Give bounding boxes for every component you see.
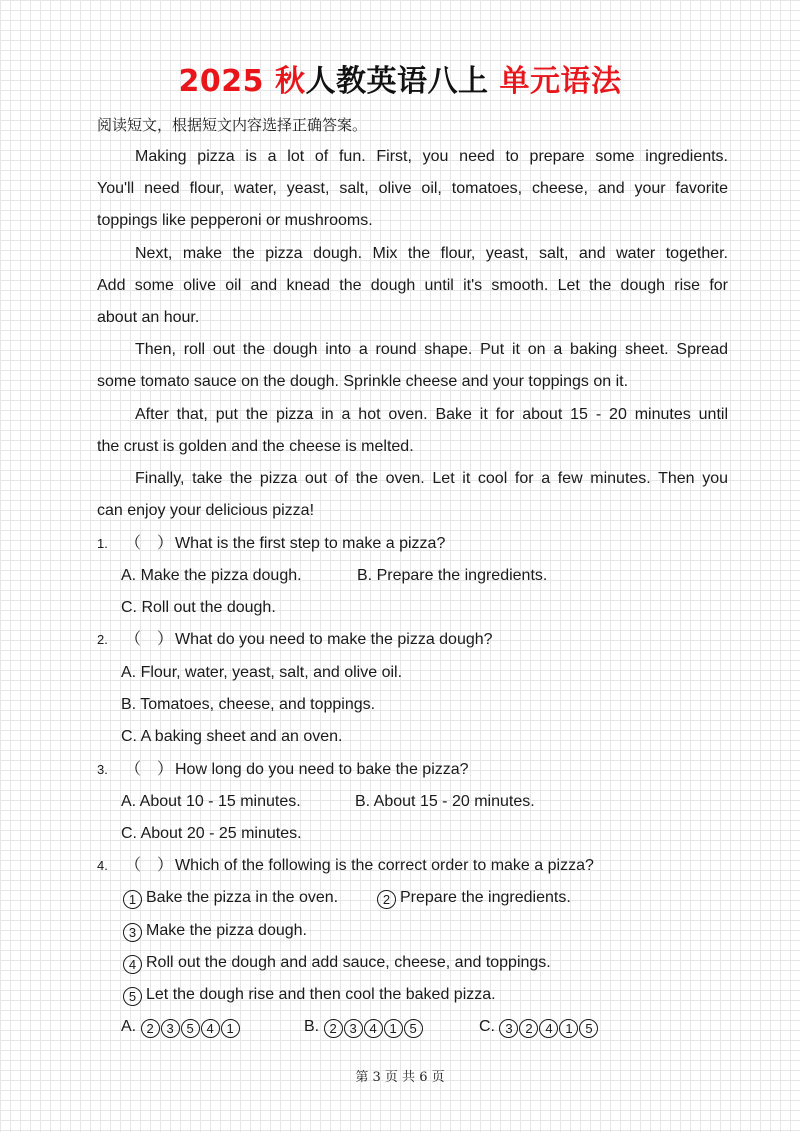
- question-number: 3.: [97, 762, 108, 777]
- step-text: Prepare the ingredients.: [400, 889, 571, 906]
- option-label: A.: [121, 1018, 137, 1035]
- option-a: A. Flour, water, yeast, salt, and olive oil.: [121, 664, 403, 681]
- instruction: 阅读短文，根据短文内容选择正确答案。: [97, 116, 368, 134]
- step-number-circle: 2: [377, 890, 396, 909]
- passage-line: the crust is golden and the cheese is melted.: [97, 438, 414, 455]
- option-c: [479, 1017, 599, 1038]
- answer-blank[interactable]: （ ）: [125, 857, 174, 874]
- step-3: [123, 921, 307, 942]
- question-2: [97, 630, 493, 650]
- option-b: [304, 1017, 424, 1038]
- option-b: B. Tomatoes, cheese, and toppings.: [121, 696, 376, 713]
- step-number-circle: 3: [123, 923, 142, 942]
- option-c: C. About 20 - 25 minutes.: [121, 825, 302, 842]
- sequence-circle: 1: [559, 1019, 578, 1038]
- step-number-circle: 1: [123, 890, 142, 909]
- option-a: A. About 10 - 15 minutes.: [121, 793, 301, 810]
- question-text: How long do you need to bake the pizza?: [175, 761, 469, 778]
- answer-blank[interactable]: （ ）: [125, 535, 174, 552]
- passage-line: about an hour.: [97, 309, 200, 326]
- step-2: [377, 888, 571, 909]
- passage-line: You'll need flour, water, yeast, salt, olive oil, tomatoes, cheese, and your favorite: [97, 180, 728, 197]
- sequence-circle: 3: [499, 1019, 518, 1038]
- sequence-circle: 5: [579, 1019, 598, 1038]
- passage-line: Finally, take the pizza out of the oven. Let it cool for a few minutes. Then you: [135, 470, 728, 487]
- passage-line: Then, roll out the dough into a round shape. Put it on a baking sheet. Spread: [135, 341, 728, 358]
- sequence-circle: 5: [181, 1019, 200, 1038]
- sequence-circle: 2: [519, 1019, 538, 1038]
- sequence-circle: 5: [404, 1019, 423, 1038]
- step-5: [123, 985, 496, 1006]
- step-text: Make the pizza dough.: [146, 922, 307, 939]
- question-number: 2.: [97, 632, 108, 647]
- question-1: [97, 534, 445, 554]
- title-topic: 单元语法: [499, 64, 622, 99]
- sequence-circle: 4: [539, 1019, 558, 1038]
- passage-line: can enjoy your delicious pizza!: [97, 502, 315, 519]
- step-number-circle: 4: [123, 955, 142, 974]
- answer-blank[interactable]: （ ）: [125, 631, 174, 648]
- option-a: [121, 1017, 241, 1038]
- option-b: B. Prepare the ingredients.: [357, 567, 548, 584]
- question-number: 1.: [97, 536, 108, 551]
- question-text: What is the first step to make a pizza?: [175, 535, 446, 552]
- passage-line: Next, make the pizza dough. Mix the flour, yeast, salt, and water together.: [135, 245, 728, 262]
- title-year: 2025 秋: [178, 64, 306, 99]
- question-4: [97, 856, 594, 876]
- option-a: A. Make the pizza dough.: [121, 567, 302, 584]
- option-label: B.: [304, 1018, 320, 1035]
- page-title: [0, 56, 800, 100]
- sequence-circle: 1: [221, 1019, 240, 1038]
- passage-line: After that, put the pizza in a hot oven. Bake it for about 15 - 20 minutes until: [135, 406, 728, 423]
- step-text: Let the dough rise and then cool the baked pizza.: [146, 986, 496, 1003]
- sequence-circle: 2: [324, 1019, 343, 1038]
- step-text: Bake the pizza in the oven.: [146, 889, 339, 906]
- sequence-circle: 3: [161, 1019, 180, 1038]
- passage-line: Add some olive oil and knead the dough until it's smooth. Let the dough rise for: [97, 277, 728, 294]
- step-number-circle: 5: [123, 987, 142, 1006]
- passage-line: Making pizza is a lot of fun. First, you need to prepare some ingredients.: [135, 148, 728, 165]
- question-text: What do you need to make the pizza dough?: [175, 631, 493, 648]
- step-1: [123, 888, 338, 909]
- sequence-circle: 2: [141, 1019, 160, 1038]
- step-text: Roll out the dough and add sauce, cheese, and toppings.: [146, 954, 551, 971]
- passage-line: some tomato sauce on the dough. Sprinkle cheese and your toppings on it.: [97, 373, 629, 390]
- answer-blank[interactable]: （ ）: [125, 761, 174, 778]
- question-number: 4.: [97, 858, 108, 873]
- option-b: B. About 15 - 20 minutes.: [355, 793, 535, 810]
- sequence-circle: 1: [384, 1019, 403, 1038]
- sequence-circle: 4: [364, 1019, 383, 1038]
- step-4: [123, 953, 551, 974]
- question-text: Which of the following is the correct order to make a pizza?: [175, 857, 594, 874]
- option-c: C. A baking sheet and an oven.: [121, 728, 343, 745]
- sequence-circle: 4: [201, 1019, 220, 1038]
- question-3: [97, 760, 469, 780]
- option-label: C.: [479, 1018, 495, 1035]
- passage-line: toppings like pepperoni or mushrooms.: [97, 212, 373, 229]
- title-course: 人教英语八上: [305, 64, 489, 99]
- option-c: C. Roll out the dough.: [121, 599, 276, 616]
- page-footer: 第 3 页 共 6 页: [355, 1070, 445, 1085]
- sequence-circle: 3: [344, 1019, 363, 1038]
